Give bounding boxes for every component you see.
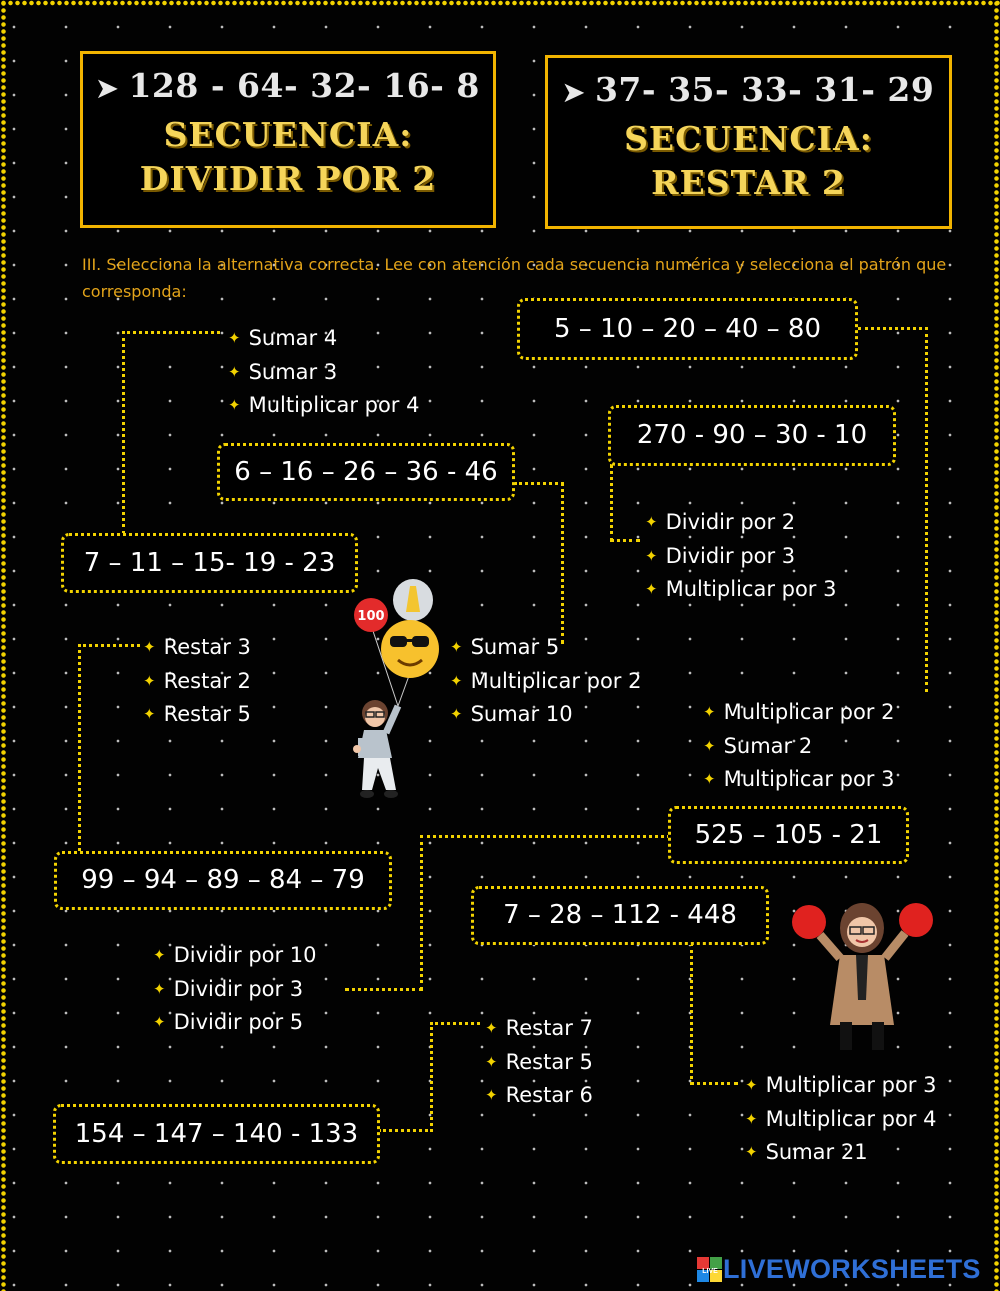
sparkle-bullet-icon: ✦ [485, 1019, 498, 1037]
connector-line [430, 1022, 480, 1025]
sparkle-bullet-icon: ✦ [703, 770, 716, 788]
option-label: Multiplicar por 3 [765, 1073, 937, 1097]
sparkle-bullet-icon: ✦ [228, 396, 241, 414]
arrow-bullet-icon: ➤ [96, 74, 119, 104]
sparkle-bullet-icon: ✦ [143, 638, 156, 656]
option-item[interactable] [153, 973, 317, 1007]
example-box-subtract [545, 55, 952, 229]
balloon-avatar-icon [350, 578, 450, 810]
option-item[interactable] [485, 1012, 593, 1046]
option-item[interactable] [143, 698, 251, 732]
option-item[interactable] [485, 1079, 593, 1113]
sequence-box-2: 270 - 90 – 30 - 10 [608, 405, 896, 466]
connector-line [78, 644, 81, 851]
connector-line [378, 1129, 433, 1132]
options-group-7 [485, 1012, 593, 1113]
options-group-3 [143, 631, 251, 732]
option-item[interactable] [143, 665, 251, 699]
option-label: Dividir por 3 [173, 976, 304, 1001]
sparkle-bullet-icon: ✦ [153, 946, 166, 964]
sparkle-bullet-icon: ✦ [153, 1013, 166, 1031]
option-label: Restar 3 [163, 635, 251, 659]
connector-line [420, 835, 423, 990]
option-item[interactable] [645, 540, 836, 574]
top-border-dots [0, 0, 1000, 6]
sparkle-bullet-icon: ✦ [153, 979, 166, 998]
sequence-box-3: 6 – 16 – 26 – 36 - 46 [217, 443, 515, 501]
option-item[interactable] [745, 1069, 936, 1103]
sparkle-bullet-icon: ✦ [228, 329, 241, 347]
option-label: Sumar 2 [723, 733, 813, 758]
option-label: Sumar 10 [470, 702, 573, 726]
options-group-6 [153, 939, 317, 1040]
option-label: Restar 5 [505, 1049, 593, 1074]
option-item[interactable] [703, 696, 894, 730]
brand-name: LIVEWORKSHEETS [723, 1254, 981, 1284]
option-label: Multiplicar por 4 [765, 1106, 937, 1131]
sequence-box-8: 154 – 147 – 140 - 133 [53, 1104, 380, 1164]
example-label-line2: DIVIDIR POR 2 [139, 159, 437, 198]
arrow-bullet-icon: ➤ [562, 78, 585, 108]
sparkle-bullet-icon: ✦ [143, 671, 156, 690]
sequence-box-6: 525 – 105 - 21 [668, 806, 909, 864]
example-label-line1: SECUENCIA: [624, 119, 873, 158]
option-item[interactable] [153, 1006, 317, 1040]
instruction-text: III. Selecciona la alternativa correcta. Lee con atención cada secuencia numérica y selecciona el patrón que corresponda: [82, 255, 947, 301]
sequence-box-1: 5 – 10 – 20 – 40 – 80 [517, 298, 858, 360]
sparkle-bullet-icon: ✦ [645, 580, 658, 598]
connector-line [430, 1022, 433, 1132]
option-item[interactable] [153, 939, 317, 973]
sequence-box-4: 7 – 11 – 15- 19 - 23 [61, 533, 358, 593]
option-label: Dividir por 10 [173, 943, 317, 967]
option-item[interactable] [450, 698, 641, 732]
option-label: Sumar 4 [248, 326, 338, 350]
option-item[interactable] [450, 631, 641, 665]
left-border-dots [0, 0, 7, 1291]
option-item[interactable] [228, 322, 419, 356]
boxing-avatar-icon [790, 900, 935, 1055]
connector-line [690, 1082, 738, 1085]
connector-line [925, 327, 928, 692]
option-item[interactable] [745, 1103, 936, 1137]
connector-line [78, 644, 140, 647]
connector-line [514, 482, 564, 485]
sparkle-bullet-icon: ✦ [703, 736, 716, 755]
options-group-1 [228, 322, 419, 423]
option-item[interactable] [645, 506, 836, 540]
option-label: Multiplicar por 3 [665, 577, 837, 601]
sparkle-bullet-icon: ✦ [745, 1076, 758, 1094]
example-box-divide [80, 51, 496, 228]
option-item[interactable] [645, 573, 836, 607]
option-item[interactable] [745, 1136, 936, 1170]
sparkle-bullet-icon: ✦ [485, 1052, 498, 1071]
example-label-line1: SECUENCIA: [163, 115, 413, 154]
sequence-box-5: 99 – 94 – 89 – 84 – 79 [54, 851, 392, 910]
option-item[interactable] [143, 631, 251, 665]
option-item[interactable] [703, 763, 894, 797]
connector-line [610, 539, 640, 542]
badge-text: 100 [357, 609, 385, 624]
sparkle-bullet-icon: ✦ [450, 705, 463, 723]
example-sequence: 128 - 64- 32- 16- 8 [128, 66, 480, 105]
option-label: Dividir por 3 [665, 543, 796, 568]
options-group-5 [703, 696, 894, 797]
example-label-line2: RESTAR 2 [651, 163, 846, 202]
avatar-balloons-illustration [350, 578, 450, 810]
right-border-dots [993, 0, 1000, 1291]
connector-line [345, 988, 423, 991]
option-label: Restar 5 [163, 702, 251, 726]
example-sequence: 37- 35- 33- 31- 29 [594, 70, 935, 109]
brand-footer [697, 1254, 981, 1285]
sparkle-bullet-icon: ✦ [745, 1143, 758, 1161]
sparkle-bullet-icon: ✦ [703, 703, 716, 721]
option-item[interactable] [228, 389, 419, 423]
sparkle-bullet-icon: ✦ [143, 705, 156, 723]
brand-logo-letters: LIVE [702, 1267, 718, 1275]
option-item[interactable] [703, 730, 894, 764]
option-label: Sumar 21 [765, 1140, 868, 1164]
options-group-4 [450, 631, 641, 732]
connector-line [420, 835, 670, 838]
option-label: Multiplicar por 2 [470, 668, 642, 693]
connector-line [561, 482, 564, 644]
options-group-2 [645, 506, 836, 607]
option-item[interactable] [228, 356, 419, 390]
sparkle-bullet-icon: ✦ [485, 1086, 498, 1104]
avatar-boxing-illustration [790, 900, 935, 1055]
option-label: Restar 2 [163, 668, 251, 693]
option-label: Sumar 3 [248, 359, 338, 384]
options-group-8 [745, 1069, 936, 1170]
sparkle-bullet-icon: ✦ [645, 546, 658, 565]
option-label: Sumar 5 [470, 635, 560, 659]
option-label: Dividir por 5 [173, 1010, 304, 1034]
connector-line [690, 943, 693, 1085]
sequence-box-7: 7 – 28 – 112 - 448 [471, 886, 769, 945]
option-label: Restar 6 [505, 1083, 593, 1107]
connector-line [610, 464, 613, 542]
option-label: Restar 7 [505, 1016, 593, 1040]
liveworksheets-logo-icon [697, 1257, 723, 1283]
option-label: Multiplicar por 2 [723, 700, 895, 724]
connector-line [122, 331, 220, 334]
sparkle-bullet-icon: ✦ [228, 362, 241, 381]
option-label: Multiplicar por 4 [248, 393, 420, 417]
sparkle-bullet-icon: ✦ [645, 513, 658, 531]
option-item[interactable] [485, 1046, 593, 1080]
option-label: Multiplicar por 3 [723, 767, 895, 791]
option-label: Dividir por 2 [665, 510, 796, 534]
sparkle-bullet-icon: ✦ [745, 1109, 758, 1128]
connector-line [122, 331, 125, 534]
connector-line [858, 327, 928, 330]
sparkle-bullet-icon: ✦ [450, 671, 463, 690]
option-item[interactable] [450, 665, 641, 699]
sparkle-bullet-icon: ✦ [450, 638, 463, 656]
